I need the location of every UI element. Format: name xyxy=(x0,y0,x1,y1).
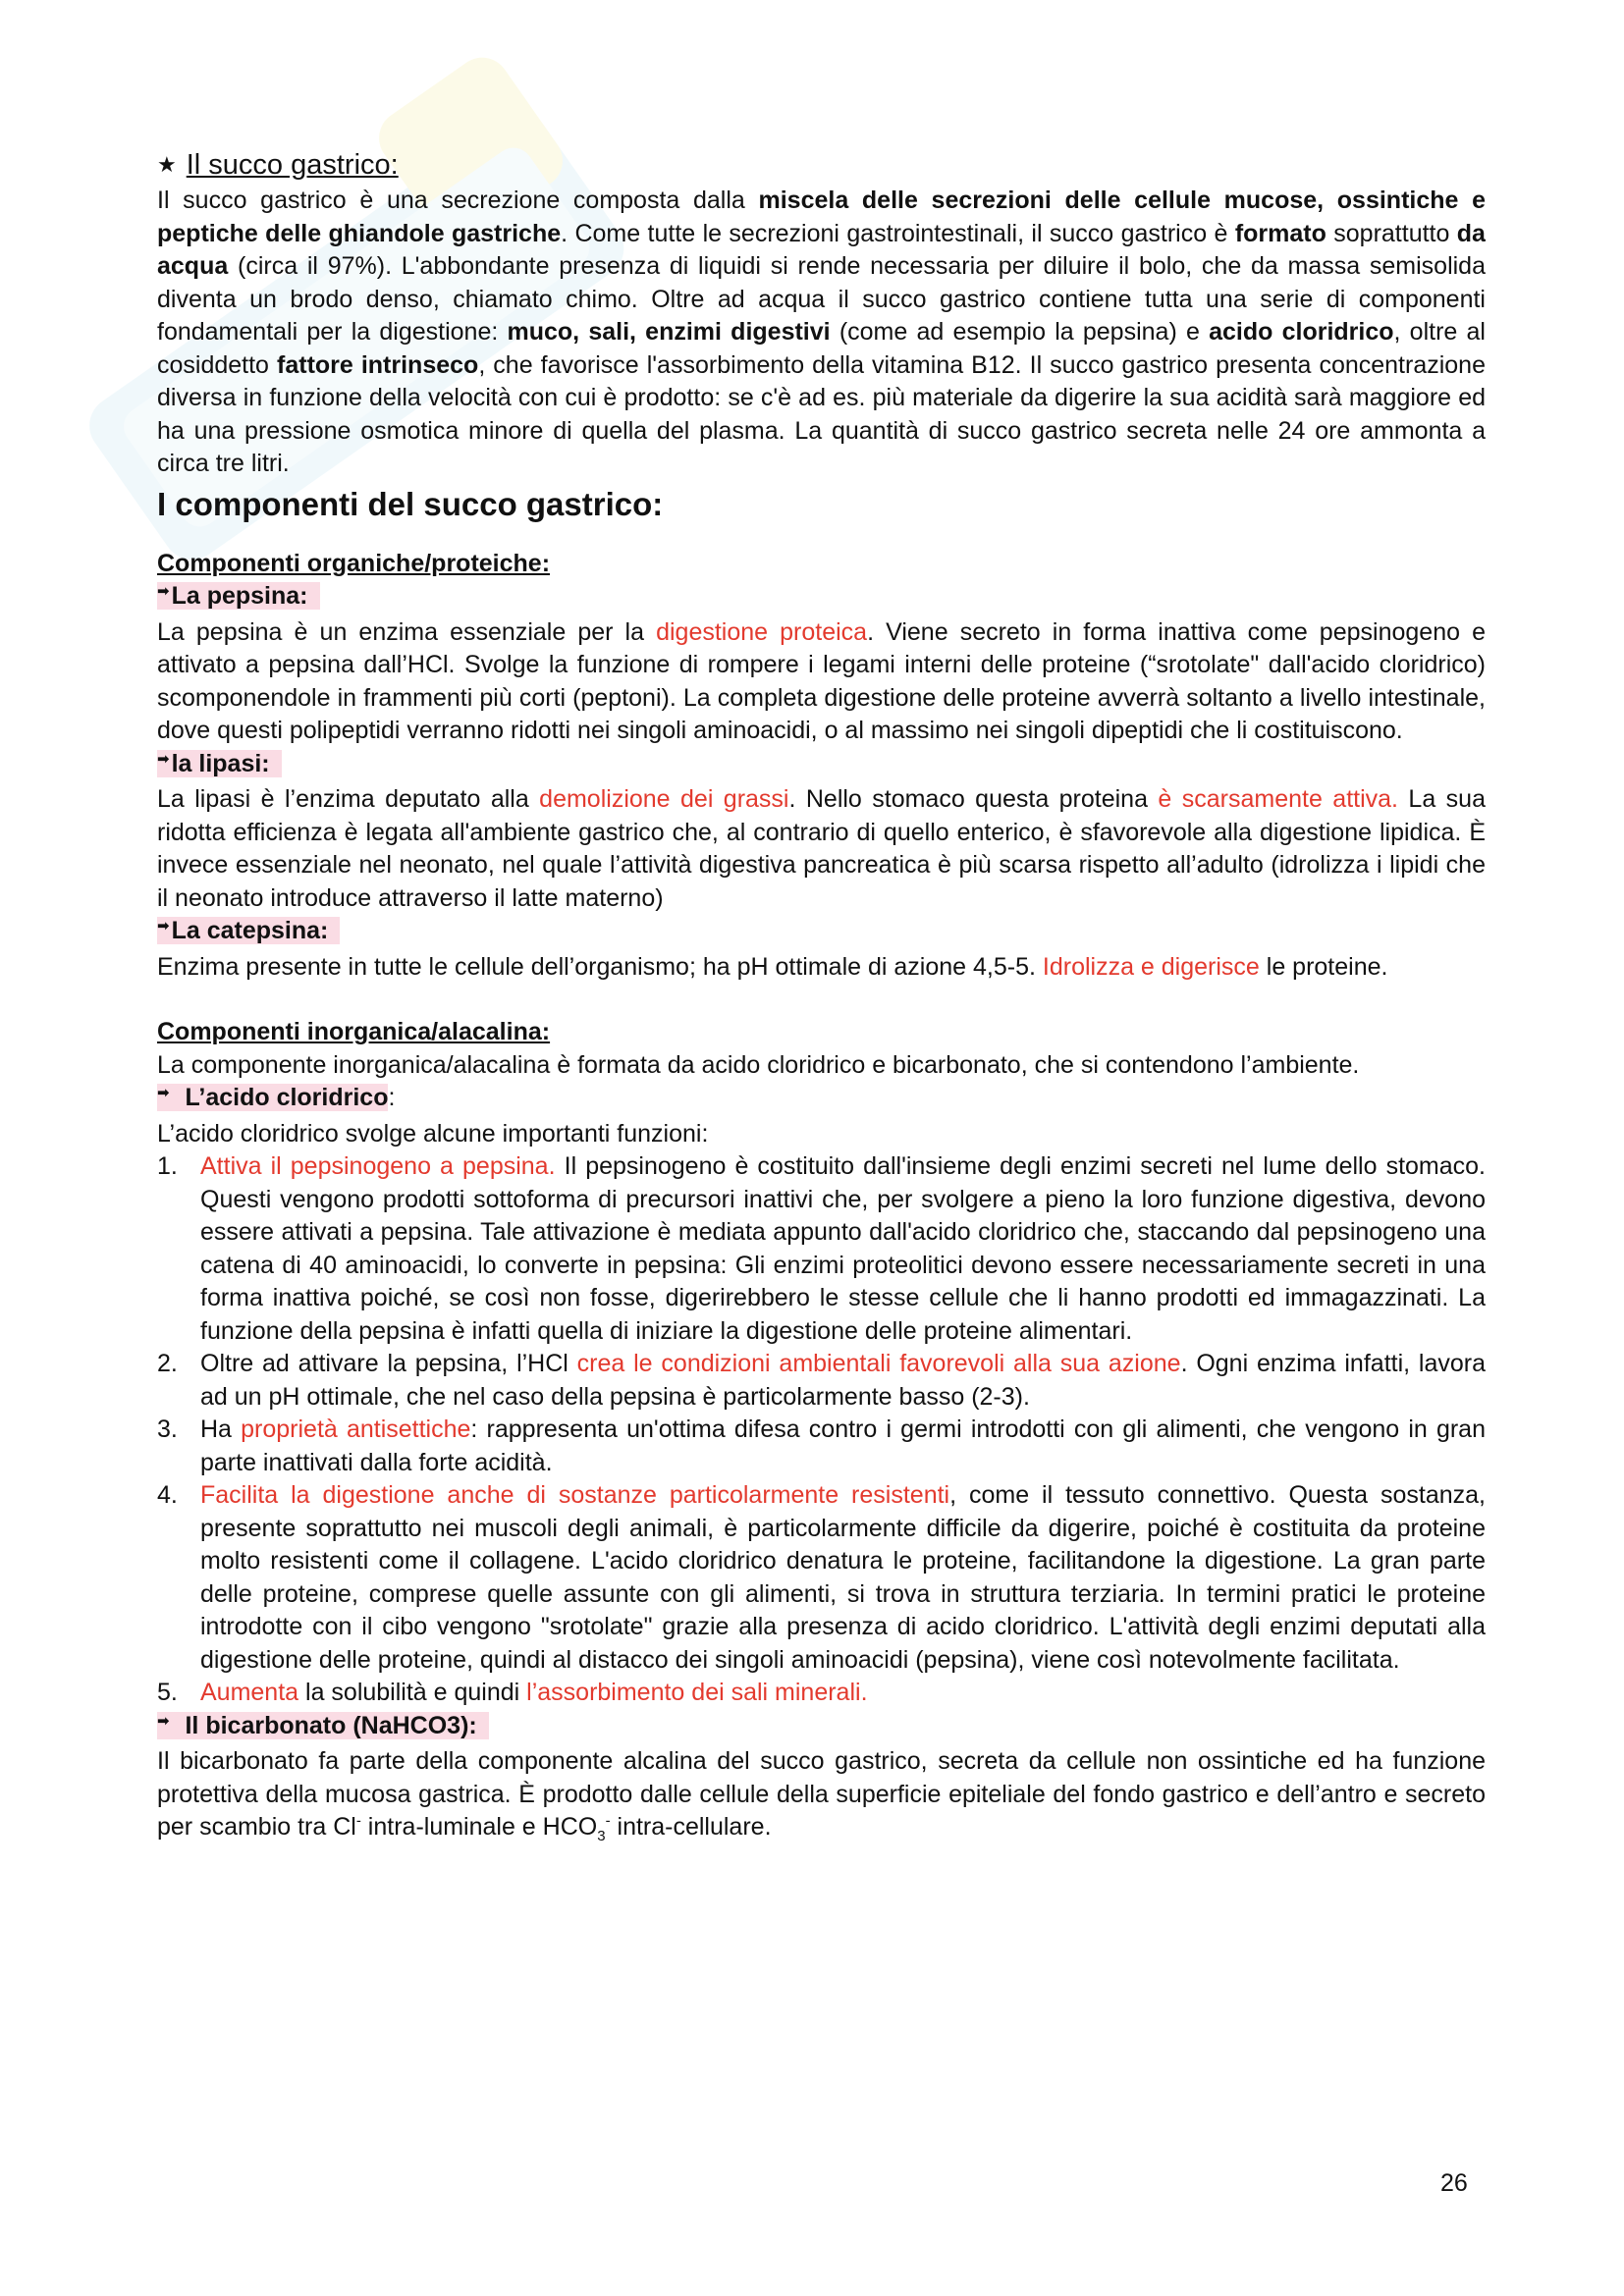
catepsina-paragraph: Enzima presente in tutte le cellule dell’organismo; ha pH ottimale di azione 4,5-5. Idrolizza e digerisce le proteine. xyxy=(157,952,1388,981)
label-lipasi: ➡la lipasi: xyxy=(157,748,1486,784)
pepsina-paragraph: La pepsina è un enzima essenziale per la digestione proteica. Viene secreto in forma inattiva come pepsinogeno e attivato a pepsina dall’HCl. Svolge la funzione di rompere i legami interni delle proteine (“srotolate" dall'acido cloridrico) scomponendole in frammenti più corti (peptoni). La completa digestione delle proteine avverrà soltanto a livello intestinale, dove questi polipeptidi verranno ridotti nei singoli aminoacidi, o al massimo nei singoli dipeptidi che li costituiscono. xyxy=(157,617,1486,744)
subsection-organic: Componenti organiche/proteiche: xyxy=(157,549,551,577)
list-item: 3. Ha proprietà antisettiche: rappresenta un'ottima difesa contro i germi introdotti con gli alimenti, che vengono in gran parte inattivati dalla forte acidità. xyxy=(157,1415,1486,1476)
section-title-succo-gastrico: ★ Il succo gastrico: xyxy=(157,149,399,181)
page-heading: I componenti del succo gastrico: xyxy=(157,485,664,522)
label-catepsina: ➡La catepsina: xyxy=(157,915,1486,951)
intro-paragraph: Il succo gastrico è una secrezione composta dalla miscela delle secrezioni delle cellule mucose, ossintiche e peptiche delle ghiandole gastriche. Come tutte le secrezioni gastrointestinali, il succo gastrico è formato soprattutto da acqua (circa il 97%). L'abbondante presenza di liquidi si rende necessaria per diluire il bolo, che da massa semisolida diventa un brodo denso, chiamato chimo. Oltre ad acqua il succo gastrico contiene tutta una serie di componenti fondamentali per la digestione: muco, sali, enzimi digestivi (come ad esempio la pepsina) e acido cloridrico, oltre al cosiddetto fattore intrinseco, che favorisce l'assorbimento della vitamina B12. Il succo gastrico presenta concentrazione diversa in funzione della velocità con cui è prodotto: se c'è ad es. più materiale da digerire la sua acidità sarà maggiore ed ha una pressione osmotica minore di quella del plasma. La quantità di succo gastrico secreta nelle 24 ore ammonta a circa tre litri. xyxy=(157,187,1486,477)
label-bicarbonato: ➡ Il bicarbonato (NaHCO3): xyxy=(157,1710,1486,1746)
arrow-right-icon: ➡ xyxy=(157,750,170,768)
arrow-right-icon: ➡ xyxy=(157,1085,170,1101)
list-item: 2. Oltre ad attivare la pepsina, l’HCl crea le condizioni ambientali favorevoli alla sua azione. Ogni enzima infatti, lavora ad un pH ottimale, che nel caso della pepsina è particolarmente basso (2-3). xyxy=(157,1350,1486,1411)
list-item: 4. Facilita la digestione anche di sostanze particolarmente resistenti, come il tessuto connettivo. Questa sostanza, presente soprattutto nei muscoli degli animali, è particolarmente difficile da digerire, poiché è costituita da proteine molto resistenti come il collagene. L'acido cloridrico denatura le proteine, facilitandone la digestione. La gran parte delle proteine, comprese quelle assunte con gli alimenti, si trova in struttura terziaria. In termini pratici le proteine introdotte con il cibo vengono "srotolate" grazie alla presenza di acido cloridrico. L'attività degli enzimi deputati alla digestione delle proteine, quindi al distacco dei singoli aminoacidi (pepsina), viene così notevolmente facilitata. xyxy=(157,1481,1486,1674)
label-acido-cloridrico: ➡ L’acido cloridrico: xyxy=(157,1084,396,1111)
lipasi-paragraph: La lipasi è l’enzima deputato alla demolizione dei grassi. Nello stomaco questa proteina è scarsamente attiva. La sua ridotta efficienza è legata all'ambiente gastrico che, al contrario di quello enterico, è sfavorevole alla digestione lipidica. È invece essenziale nel neonato, nel quale l’attività digestiva pancreatica è più scarsa rispetto all’adulto (idrolizza i lipidi che il neonato introduce attraverso il latte materno) xyxy=(157,785,1486,912)
list-item: 1. Attiva il pepsinogeno a pepsina. Il pepsinogeno è costituito dall'insieme degli enzimi secreti nel lume dello stomaco. Questi vengono prodotti sottoforma di precursori inattivi che, per svolgere a pieno la loro funzione digestiva, devono essere attivati a pepsina. Tale attivazione è mediata appunto dall'acido cloridrico che, staccando dal pepsinogeno una catena di 40 aminoacidi, lo converte in pepsina: Gli enzimi proteolitici devono essere necessariamente secreti in una forma inattiva poiché, se così non fosse, digerirebbero le stesse cellule che li hanno prodotti ed immagazzinati. La funzione della pepsina è infatti quella di iniziare la digestione delle proteine alimentari. xyxy=(157,1152,1486,1345)
page-number: 26 xyxy=(1440,2169,1468,2197)
arrow-right-icon: ➡ xyxy=(157,918,170,934)
bicarbonato-paragraph: Il bicarbonato fa parte della componente alcalina del succo gastrico, secreta da cellule non ossintiche ed ha funzione protettiva della mucosa gastrica. È prodotto dalle cellule della superficie epiteliale del fondo gastrico e dell’antro e secreto per scambio tra Cl- intra-luminale e $HCO_3^-$ intra-cellulare. xyxy=(157,1747,1486,1844)
document-page xyxy=(157,147,1486,1844)
acido-functions-list xyxy=(157,1150,1486,1710)
acido-intro: L’acido cloridrico svolge alcune importanti funzioni: xyxy=(157,1119,709,1148)
inorganic-intro: La componente inorganica/alacalina è formata da acido cloridrico e bicarbonato, che si contendono l’ambiente. xyxy=(157,1050,1360,1079)
label-pepsina: ➡La pepsina: xyxy=(157,580,1486,616)
list-item: 5. Aumenta la solubilità e quindi l’assorbimento dei sali minerali. xyxy=(157,1679,868,1706)
arrow-right-icon: ➡ xyxy=(157,583,170,600)
arrow-right-icon: ➡ xyxy=(157,1712,170,1730)
star-icon: ★ xyxy=(157,152,177,177)
subsection-inorganic: Componenti inorganica/alacalina: xyxy=(157,1018,551,1045)
